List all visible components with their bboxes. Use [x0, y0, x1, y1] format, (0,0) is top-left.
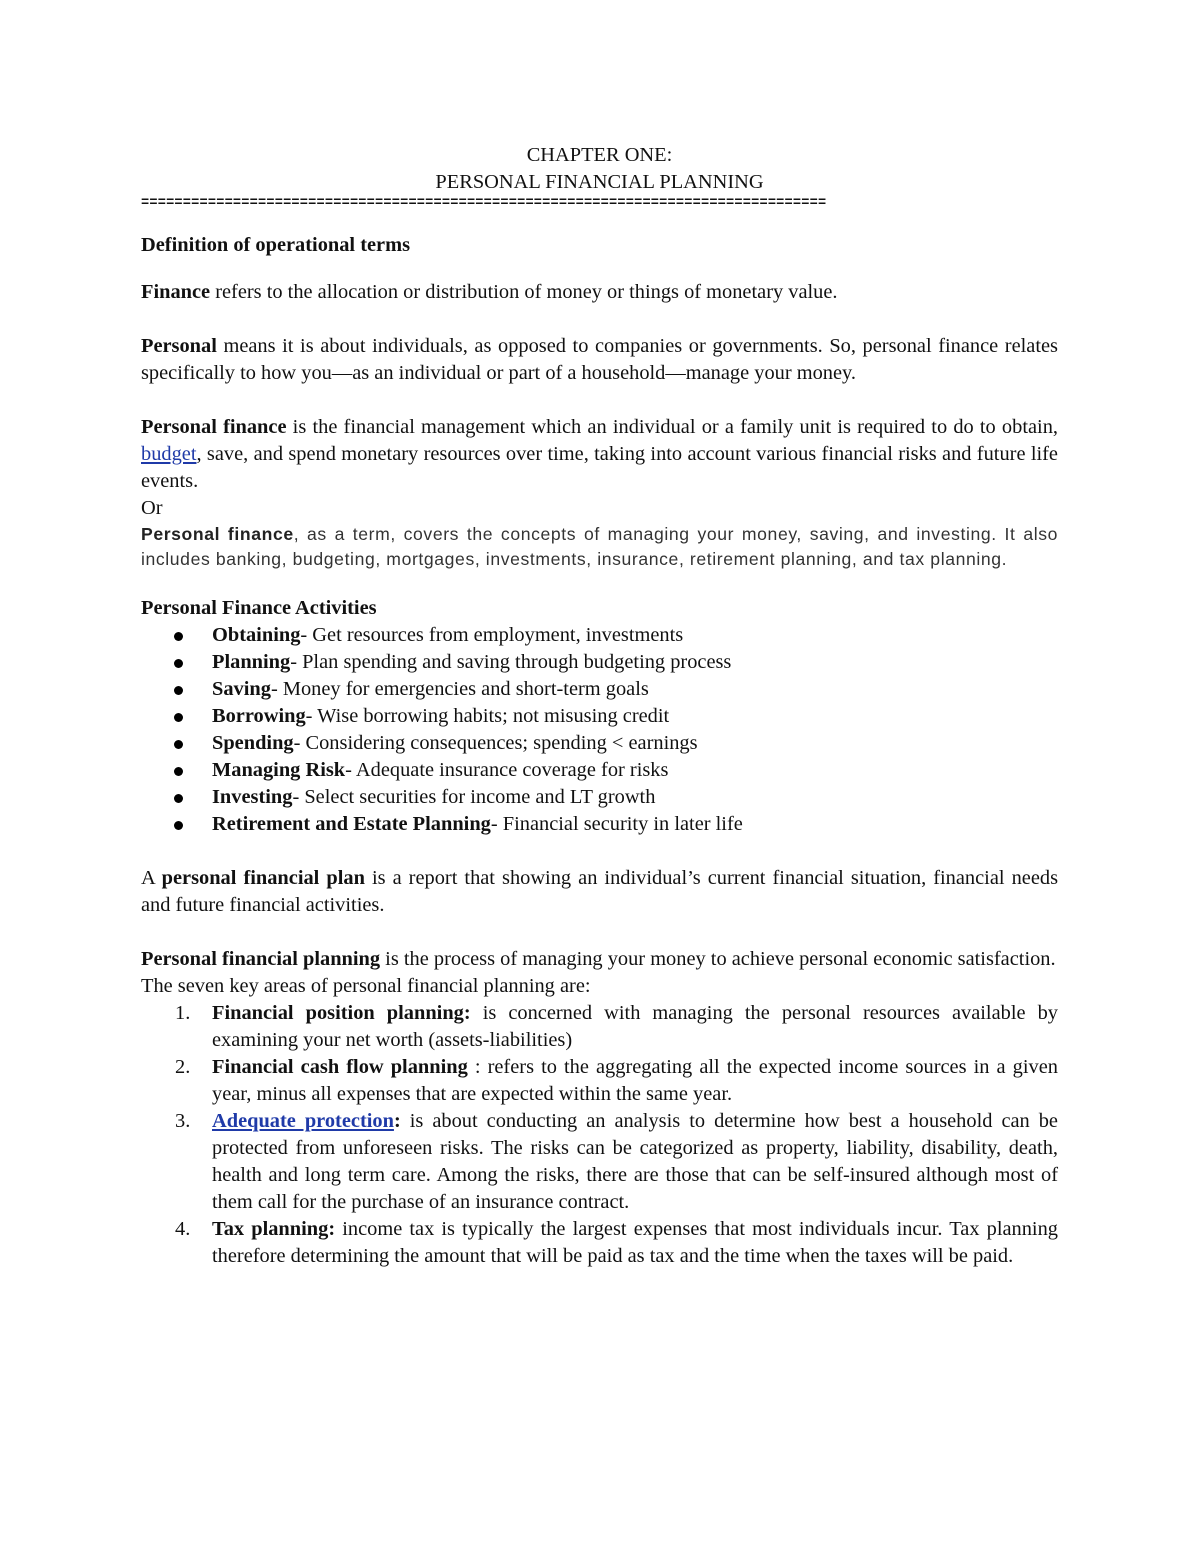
- list-item: [141, 757, 1058, 784]
- list-item: [141, 784, 1058, 811]
- planning-term: Personal financial planning: [141, 948, 381, 970]
- bullet-icon: [174, 794, 183, 803]
- activity-term: Planning: [212, 651, 291, 673]
- area-text: is concerned with managing the personal resources available by examining your net worth (assets-liabilities): [212, 1002, 1058, 1051]
- spacer: [141, 838, 1058, 865]
- area-text: income tax is typically the largest expenses that most individuals incur. Tax planning therefore determining the amount that will be paid as tax and the time when the taxes will be paid.: [212, 1218, 1058, 1267]
- item-number: 3.: [175, 1110, 191, 1132]
- finance-term: Finance: [141, 281, 211, 303]
- item-number: 1.: [175, 1002, 191, 1024]
- planning-definition: [141, 946, 1058, 973]
- personal-finance-term: Personal finance: [141, 416, 287, 438]
- chapter-title: PERSONAL FINANCIAL PLANNING: [435, 171, 764, 193]
- personal-text: means it is about individuals, as opposed to companies or governments. So, personal finance relates specifically to how you—as an individual or part of a household—manage your money.: [141, 335, 1058, 384]
- list-item: [141, 730, 1058, 757]
- personal-definition: [141, 333, 1058, 387]
- spacer: [141, 212, 1058, 232]
- list-item: [141, 1108, 1058, 1216]
- spacer: [141, 306, 1058, 333]
- title-rule: ==================================================================================: [141, 196, 827, 211]
- plan-definition: [141, 865, 1058, 919]
- list-item: [141, 1054, 1058, 1108]
- item-number: 2.: [175, 1056, 191, 1078]
- activity-text: - Wise borrowing habits; not misusing credit: [305, 705, 670, 727]
- activity-term: Saving: [212, 678, 271, 700]
- spacer: [141, 572, 1058, 595]
- activity-text: - Financial security in later life: [490, 813, 743, 835]
- bullet-icon: [174, 740, 183, 749]
- activities-heading: Personal Finance Activities: [141, 597, 377, 619]
- personal-finance-definition: [141, 414, 1058, 495]
- activity-text: - Money for emergencies and short-term goals: [270, 678, 649, 700]
- bullet-icon: [174, 767, 183, 776]
- area-text: : refers to the aggregating all the expected income sources in a given year, minus all expenses that are expected within the same year.: [212, 1056, 1058, 1105]
- activity-term: Managing Risk: [212, 759, 346, 781]
- definitions-heading: Definition of operational terms: [141, 234, 411, 256]
- activity-text: - Select securities for income and LT growth: [292, 786, 656, 808]
- item-number: 4.: [175, 1218, 191, 1240]
- areas-list: [141, 1000, 1058, 1270]
- activity-text: - Adequate insurance coverage for risks: [345, 759, 669, 781]
- activity-term: Investing: [212, 786, 293, 808]
- list-item: [141, 649, 1058, 676]
- areas-intro: The seven key areas of personal financial planning are:: [141, 975, 591, 997]
- personal-finance-text-a: is the financial management which an individual or a family unit is required to do to obtain,: [286, 416, 1058, 438]
- plan-prefix: A: [141, 867, 162, 889]
- bullet-icon: [174, 659, 183, 668]
- list-item: [141, 676, 1058, 703]
- adequate-protection-link[interactable]: Adequate protection: [212, 1110, 394, 1132]
- activity-term: Retirement and Estate Planning: [212, 813, 491, 835]
- budget-link[interactable]: budget: [141, 443, 197, 465]
- plan-text: is a report that showing an individual’s current financial situation, financial needs and future financial activities.: [141, 867, 1059, 916]
- or-label: Or: [141, 497, 163, 519]
- spacer: [141, 919, 1058, 946]
- activities-list: [141, 622, 1058, 838]
- activity-term: Borrowing: [212, 705, 306, 727]
- activity-text: - Plan spending and saving through budgeting process: [290, 651, 732, 673]
- list-item: [141, 703, 1058, 730]
- bullet-icon: [174, 632, 183, 641]
- bullet-icon: [174, 821, 183, 830]
- bullet-icon: [174, 686, 183, 695]
- activity-term: Obtaining: [212, 624, 301, 646]
- personal-finance-text-b: , save, and spend monetary resources over time, taking into account various financial risks and future life events.: [141, 443, 1058, 492]
- plan-term: personal financial plan: [161, 867, 365, 889]
- area-term: Tax planning:: [212, 1218, 336, 1240]
- planning-text: is the process of managing your money to achieve personal economic satisfaction.: [380, 948, 1056, 970]
- area-term: Financial cash flow planning: [212, 1056, 468, 1078]
- activity-text: - Considering consequences; spending < earnings: [293, 732, 698, 754]
- personal-finance-alt-definition: [141, 522, 1058, 572]
- personal-finance-alt-term: Personal finance: [141, 524, 294, 544]
- spacer: [141, 387, 1058, 414]
- personal-term: Personal: [141, 335, 217, 357]
- area-text: is about conducting an analysis to determine how best a household can be protected from unforeseen risks. The risks can be categorized as property, liability, disability, death, health and long term care. Among the risks, there are those that can be self-insured although most of them call for the purchase of an insurance contract.: [212, 1110, 1058, 1213]
- list-item: [141, 1000, 1058, 1054]
- document-page: [141, 142, 1058, 1270]
- bullet-icon: [174, 713, 183, 722]
- chapter-label: CHAPTER ONE:: [526, 144, 673, 166]
- area-term: Financial position planning:: [212, 1002, 471, 1024]
- personal-finance-alt-text: , as a term, covers the concepts of managing your money, saving, and investing. It also includes banking, budgeting, mortgages, investments, insurance, retirement planning, and tax planning.: [141, 524, 1058, 569]
- activity-text: - Get resources from employment, investments: [300, 624, 684, 646]
- list-item: [141, 811, 1058, 838]
- area-term-suffix: :: [393, 1110, 401, 1132]
- activity-term: Spending: [212, 732, 294, 754]
- finance-text: refers to the allocation or distribution of money or things of monetary value.: [210, 281, 838, 303]
- spacer: [141, 259, 1058, 279]
- finance-definition: [141, 279, 1058, 306]
- list-item: [141, 622, 1058, 649]
- list-item: [141, 1216, 1058, 1270]
